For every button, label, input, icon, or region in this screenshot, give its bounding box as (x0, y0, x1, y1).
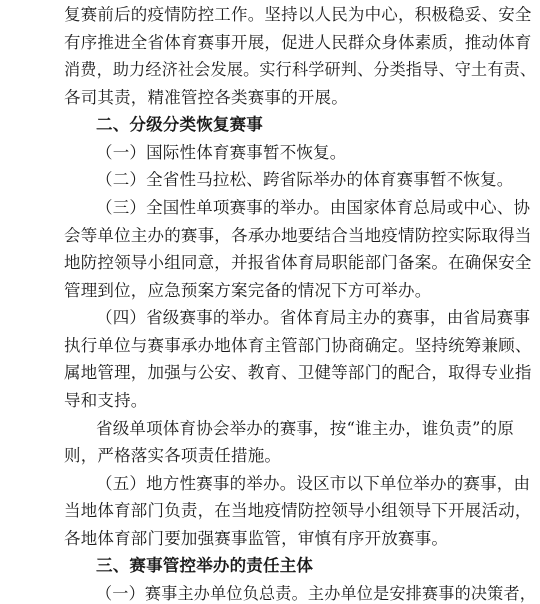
list-item-4-line-4: 导和支持。 (64, 391, 148, 410)
list-item-2: （二）全省性马拉松、跨省际举办的体育赛事暂不恢复。 (96, 170, 514, 189)
list-item-5-line-3: 各地体育部门要加强赛事监管，审慎有序开放赛事。 (64, 529, 449, 548)
list-item-5-line-2: 当地体育部门负责，在当地疫情防控领导小组领导下开展活动， (64, 501, 532, 520)
list-item-4-line-2: 执行单位与赛事承办地体育主管部门协商确定。坚持统筹兼顾、 (64, 336, 532, 355)
list-item-4-line-1: （四）省级赛事的举办。省体育局主办的赛事，由省局赛事 (96, 308, 531, 327)
section-heading-2: 二、分级分类恢复赛事 (96, 115, 263, 134)
paragraph-association-line-1: 省级单项体育协会举办的赛事，按“谁主办，谁负责”的原 (96, 419, 515, 438)
paragraph-line-2: 有序推进全省体育赛事开展，促进人民群众身体素质，推动体育 (64, 33, 532, 52)
section-3-item-1: （一）赛事主办单位负总责。主办单位是安排赛事的决策者， (96, 584, 537, 603)
paragraph-line-3: 消费，助力经济社会发展。实行科学研判、分类指导、守土有责、 (64, 60, 537, 79)
list-item-3-line-1: （三）全国性单项赛事的举办。由国家体育总局或中心、协 (96, 198, 531, 217)
list-item-4-line-3: 属地管理，加强与公安、教育、卫健等部门的配合，取得专业指 (64, 363, 532, 382)
paragraph-line-1: 复赛前后的疫情防控工作。坚持以人民为中心，积极稳妥、安全 (64, 5, 532, 24)
list-item-3-line-3: 地防控领导小组同意，并报省体育局职能部门备案。在确保安全 (64, 253, 532, 272)
list-item-1: （一）国际性体育赛事暂不恢复。 (96, 143, 347, 162)
list-item-3-line-2: 会等单位主办的赛事，各承办地要结合当地疫情防控实际取得当 (64, 226, 532, 245)
section-heading-3: 三、赛事管控举办的责任主体 (96, 556, 314, 575)
paragraph-association-line-2: 则，严格落实各项责任措施。 (64, 446, 282, 465)
list-item-3-line-4: 管理到位，应急预案方案完备的情况下方可举办。 (64, 281, 432, 300)
list-item-5-line-1: （五）地方性赛事的举办。设区市以下单位举办的赛事，由 (96, 474, 531, 493)
paragraph-line-4: 各司其责，精准管控各类赛事的开展。 (64, 88, 348, 107)
